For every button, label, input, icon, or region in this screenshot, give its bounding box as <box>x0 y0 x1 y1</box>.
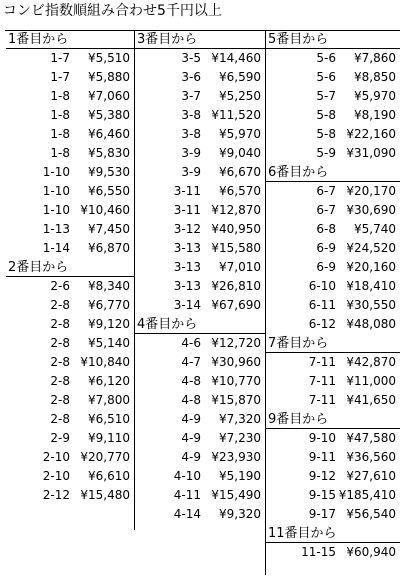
combination-label: 1-13 <box>42 222 70 236</box>
table-row <box>266 106 400 125</box>
payout-value: ¥7,060 <box>88 89 130 103</box>
table-row <box>6 125 134 144</box>
table-row <box>266 125 400 144</box>
table-row <box>135 239 265 258</box>
payout-value: ¥15,490 <box>211 488 261 502</box>
combination-label: 4-7 <box>181 355 201 369</box>
combination-label: 2-6 <box>50 279 70 293</box>
page-title: コンビ指数順組み合わせ5千円以上 <box>3 3 222 19</box>
combination-label: 2-8 <box>50 317 70 331</box>
table-row <box>266 296 400 315</box>
payout-value: ¥31,090 <box>346 146 396 160</box>
table-row <box>135 277 265 296</box>
table-row <box>266 505 400 524</box>
payout-value: ¥9,120 <box>88 317 130 331</box>
combination-label: 3-8 <box>181 108 201 122</box>
table-row <box>135 125 265 144</box>
payout-value: ¥40,950 <box>211 222 261 236</box>
section-header: 1番目から <box>6 30 134 49</box>
combination-label: 5-8 <box>316 127 336 141</box>
combination-label: 4-8 <box>181 374 201 388</box>
table-row <box>135 410 265 429</box>
table-row <box>135 296 265 315</box>
table-row <box>6 49 134 68</box>
table-row <box>266 201 400 220</box>
table-row <box>135 68 265 87</box>
payout-value: ¥36,560 <box>346 450 396 464</box>
payout-value: ¥5,190 <box>219 469 261 483</box>
section-header: 11番目から <box>266 524 400 543</box>
combination-label: 3-13 <box>173 241 201 255</box>
combination-label: 3-12 <box>173 222 201 236</box>
combination-label: 6-11 <box>308 298 336 312</box>
payout-value: ¥8,850 <box>354 70 396 84</box>
table-row <box>135 182 265 201</box>
table-row <box>266 543 400 562</box>
table-row <box>135 144 265 163</box>
table-row <box>266 220 400 239</box>
combination-label: 1-10 <box>42 203 70 217</box>
table-row <box>266 182 400 201</box>
payout-value: ¥7,860 <box>354 51 396 65</box>
payout-value: ¥15,480 <box>80 488 130 502</box>
payout-value: ¥6,670 <box>219 165 261 179</box>
table-row <box>6 296 134 315</box>
combination-label: 9-17 <box>308 507 336 521</box>
payout-value: ¥185,410 <box>338 488 396 502</box>
payout-value: ¥24,520 <box>346 241 396 255</box>
combination-label: 11-15 <box>301 545 336 559</box>
table-row <box>266 68 400 87</box>
table-row <box>135 429 265 448</box>
payout-value: ¥8,190 <box>354 108 396 122</box>
payout-value: ¥9,040 <box>219 146 261 160</box>
combination-label: 7-11 <box>308 355 336 369</box>
table-row <box>266 467 400 486</box>
combination-label: 4-9 <box>181 431 201 445</box>
payout-value: ¥6,120 <box>88 374 130 388</box>
table-row <box>6 410 134 429</box>
payout-value: ¥60,940 <box>346 545 396 559</box>
payout-value: ¥15,870 <box>211 393 261 407</box>
section-header: 6番目から <box>266 163 400 182</box>
table-row <box>6 315 134 334</box>
payout-value: ¥30,690 <box>346 203 396 217</box>
combination-label: 9-12 <box>308 469 336 483</box>
table-row <box>135 353 265 372</box>
column-divider-1 <box>134 30 135 530</box>
payout-value: ¥12,720 <box>211 336 261 350</box>
combination-label: 2-8 <box>50 336 70 350</box>
table-row <box>6 87 134 106</box>
payout-value: ¥6,550 <box>88 184 130 198</box>
combination-label: 1-10 <box>42 165 70 179</box>
combination-label: 2-8 <box>50 412 70 426</box>
payout-value: ¥6,510 <box>88 412 130 426</box>
table-row <box>135 334 265 353</box>
combination-label: 3-7 <box>181 89 201 103</box>
table-row <box>135 372 265 391</box>
combination-label: 2-10 <box>42 450 70 464</box>
payout-value: ¥67,690 <box>211 298 261 312</box>
payout-value: ¥20,160 <box>346 260 396 274</box>
combination-label: 1-8 <box>50 146 70 160</box>
payout-value: ¥5,970 <box>354 89 396 103</box>
combination-label: 2-8 <box>50 393 70 407</box>
payout-value: ¥9,530 <box>88 165 130 179</box>
table-row <box>135 505 265 524</box>
table-row <box>135 391 265 410</box>
combination-label: 4-6 <box>181 336 201 350</box>
table-row <box>6 391 134 410</box>
table-row <box>6 239 134 258</box>
table-row <box>135 201 265 220</box>
column-2 <box>135 30 265 521</box>
combination-label: 1-7 <box>50 51 70 65</box>
table-row <box>6 334 134 353</box>
combination-label: 1-14 <box>42 241 70 255</box>
combination-label: 5-6 <box>316 51 336 65</box>
payout-value: ¥5,380 <box>88 108 130 122</box>
payout-value: ¥10,770 <box>211 374 261 388</box>
table-row <box>135 258 265 277</box>
combination-label: 5-7 <box>316 89 336 103</box>
payout-value: ¥7,320 <box>219 412 261 426</box>
table-row <box>6 106 134 125</box>
combination-label: 3-9 <box>181 146 201 160</box>
combination-label: 6-7 <box>316 184 336 198</box>
column-3 <box>266 30 400 559</box>
payout-value: ¥23,930 <box>211 450 261 464</box>
table-row <box>6 429 134 448</box>
payout-value: ¥11,520 <box>211 108 261 122</box>
table-row <box>266 87 400 106</box>
combination-label: 1-10 <box>42 184 70 198</box>
payout-value: ¥6,590 <box>219 70 261 84</box>
payout-value: ¥5,250 <box>219 89 261 103</box>
combination-label: 1-7 <box>50 70 70 84</box>
combination-label: 9-10 <box>308 431 336 445</box>
payout-value: ¥20,170 <box>346 184 396 198</box>
table-row <box>266 353 400 372</box>
combination-label: 3-11 <box>173 203 201 217</box>
table-row <box>6 353 134 372</box>
combination-label: 2-9 <box>50 431 70 445</box>
payout-value: ¥26,810 <box>211 279 261 293</box>
column-divider-2 <box>265 30 266 575</box>
table-row <box>266 239 400 258</box>
table-row <box>6 372 134 391</box>
payout-value: ¥30,960 <box>211 355 261 369</box>
table-row <box>266 315 400 334</box>
table-row <box>135 106 265 125</box>
combination-label: 2-10 <box>42 469 70 483</box>
payout-value: ¥5,510 <box>88 51 130 65</box>
combination-label: 6-9 <box>316 260 336 274</box>
payout-value: ¥15,580 <box>211 241 261 255</box>
table-row <box>266 391 400 410</box>
combination-label: 3-6 <box>181 70 201 84</box>
payout-value: ¥30,550 <box>346 298 396 312</box>
table-row <box>266 258 400 277</box>
table-row <box>6 277 134 296</box>
payout-value: ¥6,870 <box>88 241 130 255</box>
table-row <box>6 467 134 486</box>
payout-value: ¥47,580 <box>346 431 396 445</box>
payout-value: ¥10,840 <box>80 355 130 369</box>
payout-value: ¥7,230 <box>219 431 261 445</box>
table-row <box>6 163 134 182</box>
table-row <box>266 49 400 68</box>
table-row <box>266 448 400 467</box>
table-row <box>6 144 134 163</box>
combination-label: 6-7 <box>316 203 336 217</box>
table-row <box>135 486 265 505</box>
payout-value: ¥6,570 <box>219 184 261 198</box>
combination-label: 1-8 <box>50 127 70 141</box>
payout-value: ¥9,320 <box>219 507 261 521</box>
combination-label: 4-9 <box>181 412 201 426</box>
payout-value: ¥7,010 <box>219 260 261 274</box>
table-row <box>135 220 265 239</box>
combination-label: 6-10 <box>308 279 336 293</box>
table-row <box>135 163 265 182</box>
combination-label: 3-13 <box>173 260 201 274</box>
payout-value: ¥6,460 <box>88 127 130 141</box>
combination-label: 2-12 <box>42 488 70 502</box>
payout-value: ¥10,460 <box>80 203 130 217</box>
combination-label: 3-11 <box>173 184 201 198</box>
combination-label: 5-9 <box>316 146 336 160</box>
payout-value: ¥48,080 <box>346 317 396 331</box>
table-row <box>135 87 265 106</box>
table-row <box>135 467 265 486</box>
payout-value: ¥5,830 <box>88 146 130 160</box>
combination-label: 7-11 <box>308 393 336 407</box>
combination-label: 1-8 <box>50 89 70 103</box>
payout-value: ¥18,410 <box>346 279 396 293</box>
combination-label: 9-11 <box>308 450 336 464</box>
combination-label: 4-9 <box>181 450 201 464</box>
payout-value: ¥20,770 <box>80 450 130 464</box>
table-row <box>6 448 134 467</box>
combination-label: 5-6 <box>316 70 336 84</box>
payout-value: ¥42,870 <box>346 355 396 369</box>
table-row <box>135 448 265 467</box>
payout-value: ¥14,460 <box>211 51 261 65</box>
payout-value: ¥6,770 <box>88 298 130 312</box>
combination-label: 2-8 <box>50 374 70 388</box>
combination-label: 6-12 <box>308 317 336 331</box>
combination-label: 5-8 <box>316 108 336 122</box>
section-header: 4番目から <box>135 315 265 334</box>
payout-value: ¥7,450 <box>88 222 130 236</box>
table-row <box>6 182 134 201</box>
combination-label: 6-9 <box>316 241 336 255</box>
table-row <box>266 372 400 391</box>
payout-value: ¥11,000 <box>346 374 396 388</box>
section-header: 9番目から <box>266 410 400 429</box>
combination-label: 4-14 <box>173 507 201 521</box>
payout-value: ¥7,800 <box>88 393 130 407</box>
combination-label: 2-8 <box>50 355 70 369</box>
combination-label: 7-11 <box>308 374 336 388</box>
payout-value: ¥56,540 <box>346 507 396 521</box>
combination-label: 2-8 <box>50 298 70 312</box>
payout-value: ¥22,160 <box>346 127 396 141</box>
table-row <box>266 277 400 296</box>
payout-value: ¥5,970 <box>219 127 261 141</box>
payout-value: ¥41,650 <box>346 393 396 407</box>
payout-value: ¥5,880 <box>88 70 130 84</box>
combination-label: 9-15 <box>308 488 336 502</box>
section-header: 2番目から <box>6 258 134 277</box>
combination-label: 3-9 <box>181 165 201 179</box>
table-row <box>6 220 134 239</box>
combination-label: 6-8 <box>316 222 336 236</box>
table-row <box>6 201 134 220</box>
combination-label: 4-11 <box>173 488 201 502</box>
combination-label: 1-8 <box>50 108 70 122</box>
section-header: 5番目から <box>266 30 400 49</box>
payout-value: ¥6,610 <box>88 469 130 483</box>
section-header: 3番目から <box>135 30 265 49</box>
table-row <box>6 68 134 87</box>
payout-value: ¥27,610 <box>346 469 396 483</box>
combination-label: 4-10 <box>173 469 201 483</box>
payout-value: ¥5,140 <box>88 336 130 350</box>
table-row <box>6 486 134 505</box>
section-header: 7番目から <box>266 334 400 353</box>
combination-label: 4-8 <box>181 393 201 407</box>
table-row <box>266 144 400 163</box>
payout-value: ¥5,740 <box>354 222 396 236</box>
combination-label: 3-13 <box>173 279 201 293</box>
payout-value: ¥8,340 <box>88 279 130 293</box>
combination-label: 3-5 <box>181 51 201 65</box>
table-row <box>266 486 400 505</box>
combination-label: 3-8 <box>181 127 201 141</box>
column-1 <box>6 30 134 502</box>
payout-value: ¥9,110 <box>88 431 130 445</box>
table-row <box>135 49 265 68</box>
combination-label: 3-14 <box>173 298 201 312</box>
table-row <box>266 429 400 448</box>
payout-value: ¥12,870 <box>211 203 261 217</box>
